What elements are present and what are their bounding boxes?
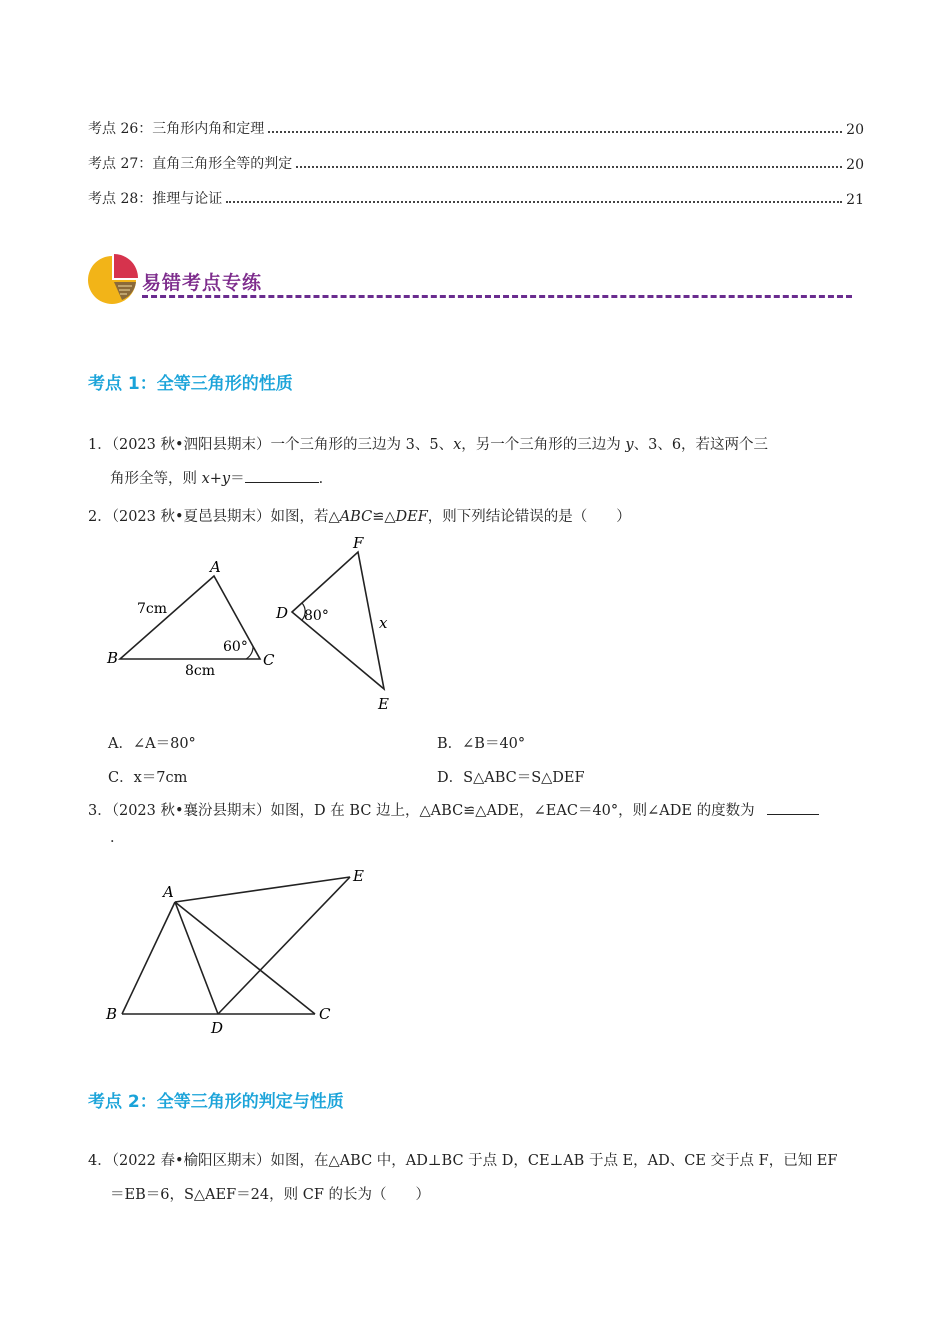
point-label: A [210, 558, 221, 576]
toc-row[interactable] [88, 151, 864, 173]
question-number: 4． [88, 1153, 112, 1169]
question-text: ，则下列结论错误的是（ ） [427, 509, 631, 525]
toc-row[interactable] [88, 116, 864, 138]
angle-label: 80° [304, 608, 329, 624]
question-4 [88, 1144, 878, 1212]
answer-blank[interactable] [245, 466, 319, 483]
question-3 [88, 794, 900, 848]
question-text: 一个三角形的三边为 3、5、 [270, 437, 454, 453]
banner-title: 易错考点专练 [142, 272, 263, 294]
point-label: D [276, 604, 289, 622]
point-label: E [353, 867, 364, 885]
toc-page: 21 [846, 192, 864, 208]
side-label: 8cm [185, 663, 216, 679]
option-key: B． [437, 736, 463, 752]
point-label: C [263, 651, 275, 669]
expression: x+y [201, 471, 231, 487]
answer-blank[interactable] [767, 798, 819, 815]
option-b[interactable] [437, 732, 525, 753]
section-title: 考点 1：全等三角形的性质 [88, 374, 293, 394]
option-key: A． [108, 736, 133, 752]
triangle-figure [100, 862, 375, 1042]
question-text: ≌△ [372, 509, 396, 525]
toc-leader [268, 131, 842, 133]
question-text: ＝ [230, 471, 245, 487]
question-source: （2023 秋•夏邑县期末） [111, 509, 271, 525]
triangle-name: ABC [339, 509, 373, 525]
question-text: 角形全等，则 [110, 471, 202, 487]
question-text: ＝EB＝6，S△AEF＝24，则 CF 的长为（ ） [110, 1187, 430, 1203]
point-label: D [211, 1019, 224, 1037]
question-text: 如图，若△ [270, 509, 340, 525]
point-label: F [353, 534, 364, 552]
segment-de [218, 877, 350, 1014]
option-text: ∠B＝40° [462, 736, 526, 752]
variable: y [625, 437, 634, 453]
question-source: （2023 秋•襄汾县期末） [111, 803, 271, 819]
point-label: B [107, 649, 119, 667]
segment-ab [122, 902, 175, 1014]
toc-label: 考点 28：推理与论证 [88, 191, 223, 207]
point-label: A [163, 883, 174, 901]
question-number: 2． [88, 509, 112, 525]
question-text: 如图，D 在 BC 边上，△ABC≌△ADE，∠EAC＝40°，则∠ADE 的度数为 [270, 803, 755, 819]
question-number: 1． [88, 437, 112, 453]
toc-page: 20 [846, 157, 864, 173]
option-a[interactable] [108, 732, 196, 753]
question-1 [88, 428, 878, 496]
question-number: 3． [88, 803, 112, 819]
question-2 [88, 500, 878, 534]
question-text: ，另一个三角形的三边为 [461, 437, 626, 453]
variable: x [453, 437, 462, 453]
question-text: ． [110, 830, 125, 846]
toc-leader [226, 201, 842, 203]
question-source: （2023 秋•泗阳县期末） [111, 437, 271, 453]
option-c[interactable] [108, 766, 187, 787]
toc-row[interactable] [88, 186, 864, 208]
question-text: ． [318, 471, 334, 487]
option-text: ∠A＝80° [132, 736, 196, 752]
point-label: E [378, 695, 389, 713]
option-text: x＝7cm [133, 770, 188, 786]
question-text: 如图，在△ABC 中，AD⊥BC 于点 D，CE⊥AB 于点 E，AD、CE 交于点 F，已知 EF [270, 1153, 838, 1169]
option-key: D． [437, 770, 464, 786]
question-source: （2022 春•榆阳区期末） [111, 1153, 271, 1169]
point-label: B [106, 1005, 118, 1023]
banner-underline [142, 295, 852, 298]
toc-label: 考点 26：三角形内角和定理 [88, 121, 265, 137]
option-key: C． [108, 770, 134, 786]
pie-chart-icon [88, 252, 138, 304]
angle-label: 60° [223, 639, 248, 655]
option-text: S△ABC＝S△DEF [463, 770, 585, 786]
side-label: 7cm [137, 601, 168, 617]
toc-page: 20 [846, 122, 864, 138]
point-label: C [319, 1005, 331, 1023]
segment-ae [175, 877, 350, 902]
side-label: x [379, 614, 388, 632]
question-text: 、3、6，若这两个三 [633, 437, 769, 453]
triangle-figure [100, 532, 410, 717]
toc-leader [296, 166, 842, 168]
option-d[interactable] [437, 766, 585, 787]
triangle-name: DEF [395, 509, 428, 525]
section-title: 考点 2：全等三角形的判定与性质 [88, 1092, 344, 1112]
toc-label: 考点 27：直角三角形全等的判定 [88, 156, 293, 172]
section-banner [88, 252, 858, 308]
